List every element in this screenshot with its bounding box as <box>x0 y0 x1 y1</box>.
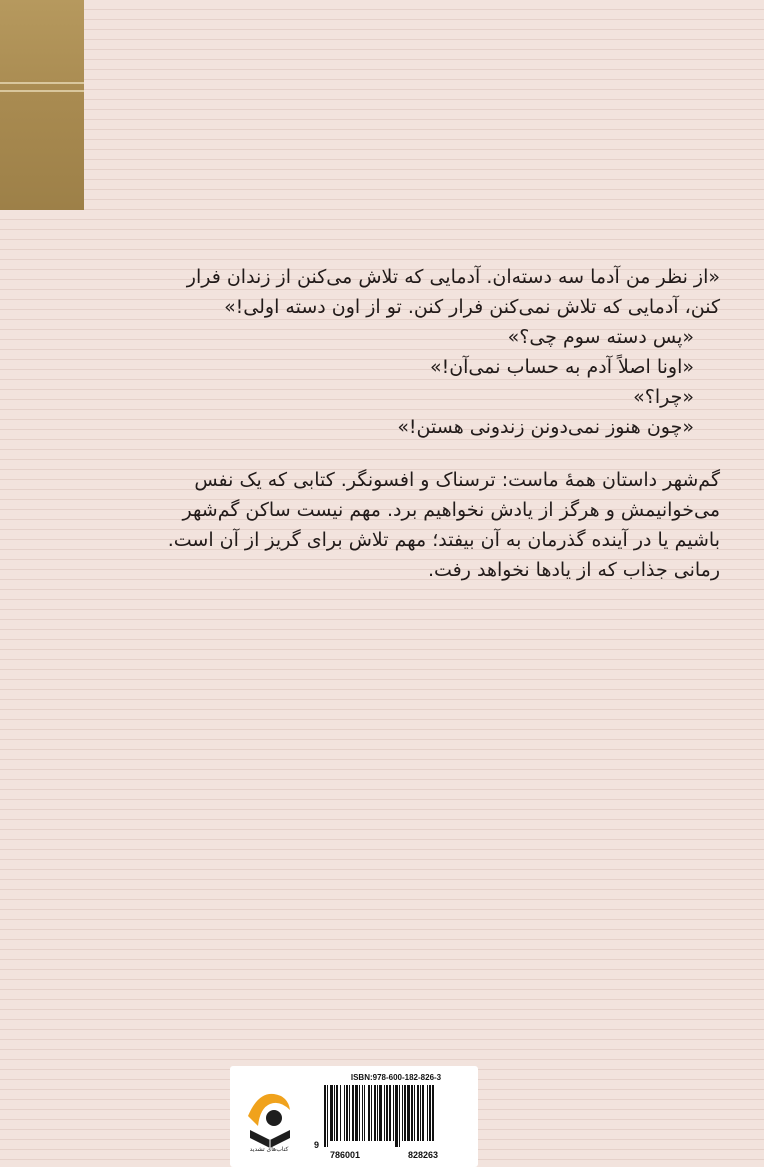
publisher-caption: کتاب‌های تشدید <box>249 1146 289 1153</box>
barcode-bar <box>352 1085 354 1141</box>
gold-spine-accent <box>0 0 84 210</box>
barcode-bar <box>399 1085 400 1147</box>
barcode-bar <box>395 1085 398 1147</box>
barcode-bar <box>364 1085 365 1141</box>
barcode-bar <box>374 1085 376 1141</box>
barcode <box>322 1085 472 1147</box>
dialogue-quote <box>20 262 720 442</box>
barcode-bar <box>386 1085 388 1141</box>
barcode-bar <box>324 1085 326 1147</box>
blurb-line: باشیم یا در آینده گذرمان به آن بیفتد؛ مهم تلاش برای گریز از آن است. <box>167 529 720 551</box>
blurb-line: می‌خوانیمش و هرگز از یادش نخواهیم برد. مهم نیست ساکن گم‌شهر <box>182 499 720 521</box>
book-blurb <box>20 465 720 585</box>
barcode-lead-digit: 9 <box>314 1140 320 1150</box>
barcode-bar <box>330 1085 333 1141</box>
blurb-line: رمانی جذاب که از یادها نخواهد رفت. <box>427 559 720 581</box>
gold-accent-line <box>0 82 84 84</box>
barcode-bar <box>393 1085 394 1141</box>
barcode-bar <box>346 1085 348 1141</box>
barcode-bar <box>327 1085 328 1147</box>
gold-accent-line <box>0 90 84 92</box>
barcode-bar <box>417 1085 419 1141</box>
barcode-bar <box>407 1085 410 1141</box>
barcode-bar <box>379 1085 382 1141</box>
barcode-bar <box>389 1085 391 1141</box>
quote-line: کنن، آدمایی که تلاش نمی‌کنن فرار کنن. تو از اون دسته اولی!» <box>224 296 720 318</box>
barcode-bar <box>404 1085 406 1141</box>
barcode-bar <box>359 1085 360 1141</box>
barcode-right-digits: 828263 <box>408 1150 439 1160</box>
barcode-left-digits: 786001 <box>330 1150 361 1160</box>
barcode-bar <box>349 1085 350 1141</box>
barcode-bar <box>411 1085 413 1141</box>
barcode-bar <box>402 1085 403 1141</box>
quote-line: «چرا؟» <box>633 386 694 408</box>
quote-line: «چون هنوز نمی‌دونن زندونی هستن!» <box>397 416 694 438</box>
barcode-bar <box>414 1085 415 1141</box>
barcode-bar <box>420 1085 421 1141</box>
barcode-bar <box>422 1085 424 1141</box>
barcode-bar <box>427 1085 428 1141</box>
barcode-label <box>230 1066 478 1167</box>
publisher-logo-icon <box>244 1086 296 1150</box>
blurb-line: گم‌شهر داستان همهٔ ماست: ترسناک و افسونگر. کتابی که یک نفس <box>194 469 720 491</box>
barcode-bar <box>371 1085 372 1141</box>
quote-line: «پس دسته سوم چی؟» <box>507 326 694 348</box>
barcode-bar <box>344 1085 345 1141</box>
barcode-bar <box>336 1085 338 1141</box>
barcode-bar <box>334 1085 335 1141</box>
barcode-bar <box>340 1085 341 1141</box>
barcode-bar <box>432 1085 434 1141</box>
barcode-bar <box>368 1085 370 1141</box>
barcode-bar <box>377 1085 378 1141</box>
quote-line: «از نظر من آدما سه دسته‌ان. آدمایی که تلاش می‌کنن از زندان فرار <box>186 266 720 288</box>
isbn-text: ISBN:978-600-182-826-3 <box>350 1073 442 1082</box>
barcode-bar <box>355 1085 358 1141</box>
barcode-bar <box>429 1085 431 1141</box>
barcode-bar <box>384 1085 385 1141</box>
barcode-bar <box>362 1085 363 1141</box>
quote-line: «اونا اصلاً آدم به حساب نمی‌آن!» <box>429 356 694 378</box>
